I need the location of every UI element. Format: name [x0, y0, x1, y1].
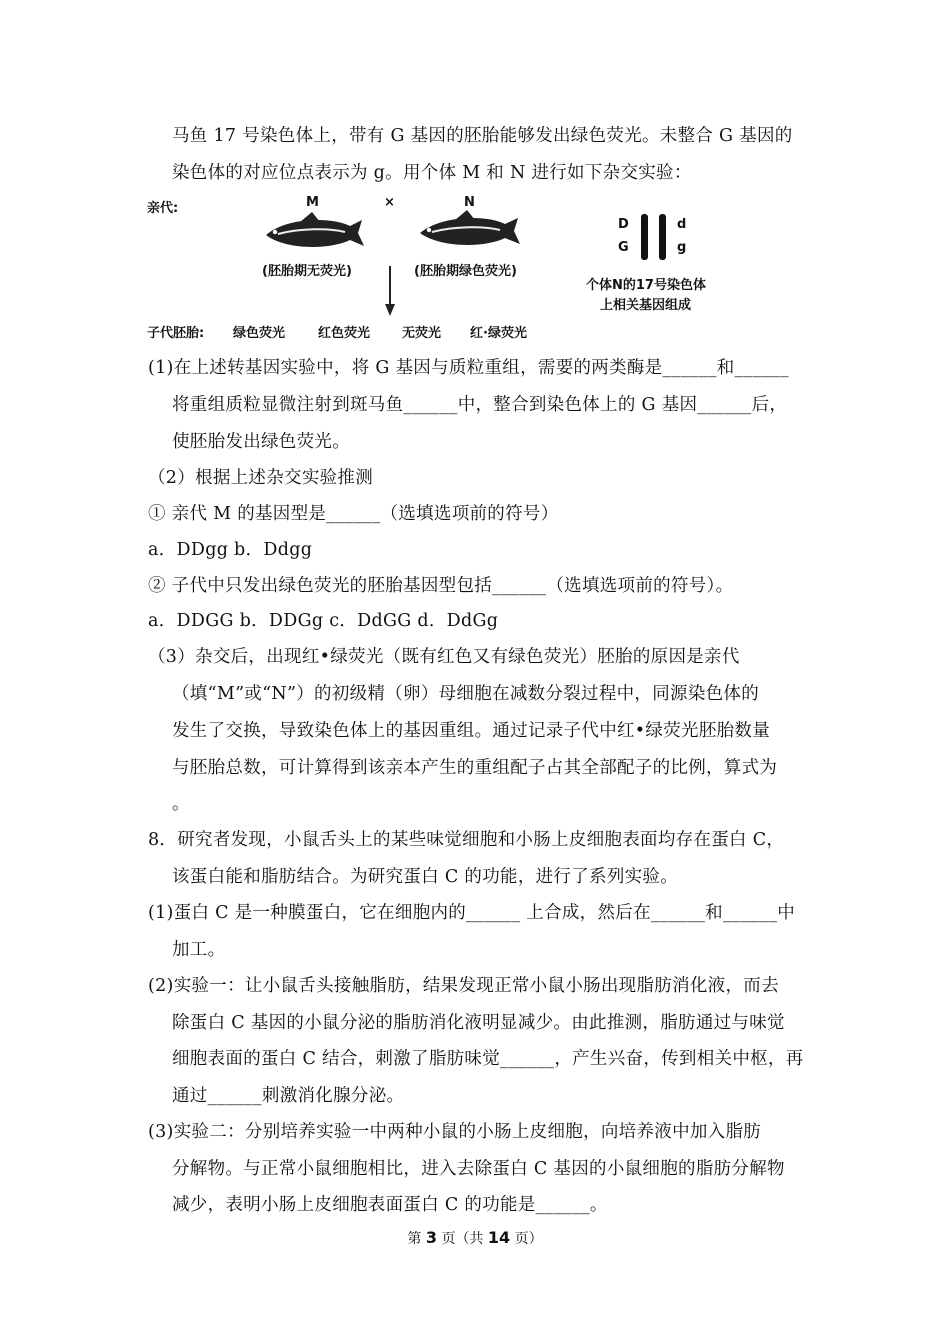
question-line: 发生了交换，导致染色体上的基因重组。通过记录子代中红•绿荧光胚胎数量 [172, 721, 771, 741]
question-line: 与胚胎总数，可计算得到该亲本产生的重组配子占其全部配子的比例，算式为 [172, 758, 778, 778]
arrow-down-icon [385, 266, 395, 316]
question-line: (1)蛋白 C 是一种膜蛋白，它在细胞内的______ 上合成，然后在______和______中 [148, 903, 796, 923]
option-line: a．DDGG b．DDGg c．DdGG d．DdGg [148, 611, 499, 631]
question-line: 将重组质粒显微注射到斑马鱼______中，整合到染色体上的 G 基因______后， [172, 395, 788, 415]
question-line: （填“M”或“N”）的初级精（卵）母细胞在减数分裂过程中，同源染色体的 [172, 684, 760, 704]
offspring-phenotype: 无荧光 [402, 326, 442, 341]
m-description: (胚胎期无荧光) [262, 264, 352, 279]
chrom-left-bottom-gene: G [618, 240, 629, 255]
option-line: a．DDgg b．Ddgg [148, 540, 313, 560]
question-line: 。 [172, 794, 190, 814]
n-description: (胚胎期绿色荧光) [414, 264, 517, 279]
question-line: 8．研究者发现，小鼠舌头上的某些味觉细胞和小肠上皮细胞表面均存在蛋白 C， [148, 830, 785, 850]
question-line: 该蛋白能和脂肪结合。为研究蛋白 C 的功能，进行了系列实验。 [172, 867, 679, 887]
question-line: 细胞表面的蛋白 C 结合，刺激了脂肪味觉______，产生兴奋，传到相关中枢，再 [172, 1049, 804, 1069]
question-line: 通过______刺激消化腺分泌。 [172, 1086, 405, 1106]
question-line: （3）杂交后，出现红•绿荧光（既有红色又有绿色荧光）胚胎的原因是亲代 [148, 647, 740, 667]
question-line: (3)实验二：分别培养实验一中两种小鼠的小肠上皮细胞，向培养液中加入脂肪 [148, 1122, 762, 1142]
m-label: M [306, 195, 319, 210]
question-line: 分解物。与正常小鼠细胞相比，进入去除蛋白 C 基因的小鼠细胞的脂肪分解物 [172, 1159, 785, 1179]
question-line: (2)实验一：让小鼠舌头接触脂肪，结果发现正常小鼠小肠出现脂肪消化液，而去 [148, 976, 779, 996]
chrom-caption-line-2: 上相关基因组成 [600, 298, 692, 313]
question-line: (1)在上述转基因实验中，将 G 基因与质粒重组，需要的两类酶是______和______ [148, 358, 789, 378]
offspring-label: 子代胚胎: [147, 326, 205, 341]
footer-post: 页） [514, 1231, 543, 1247]
n-label: N [464, 195, 475, 210]
parent-label: 亲代: [147, 201, 179, 216]
page-footer [0, 1228, 950, 1248]
question-line: 除蛋白 C 基因的小鼠分泌的脂肪消化液明显减少。由此推测，脂肪通过与味觉 [172, 1013, 785, 1033]
total-page-number: 14 [487, 1228, 511, 1247]
text-line: 马鱼 17 号染色体上，带有 G 基因的胚胎能够发出绿色荧光。未整合 G 基因的 [172, 126, 793, 146]
chromosome-pair-icon [641, 214, 666, 260]
offspring-phenotype: 红·绿荧光 [470, 326, 527, 341]
offspring-phenotype: 绿色荧光 [233, 326, 286, 341]
fish-m-icon [266, 212, 364, 247]
figure-drawing [0, 0, 950, 345]
current-page-number: 3 [425, 1228, 437, 1247]
footer-mid: 页（共 [441, 1231, 484, 1247]
offspring-phenotype: 红色荧光 [318, 326, 371, 341]
question-line: ① 亲代 M 的基因型是______（选填选项前的符号） [148, 504, 559, 524]
question-line: ② 子代中只发出绿色荧光的胚胎基因型包括______（选填选项前的符号）。 [148, 576, 734, 596]
question-line: 加工。 [172, 940, 226, 960]
question-line: 使胚胎发出绿色荧光。 [172, 432, 350, 452]
chrom-right-top-gene: d [677, 217, 687, 232]
question-line: 减少，表明小肠上皮细胞表面蛋白 C 的功能是______。 [172, 1195, 608, 1215]
chrom-left-top-gene: D [618, 217, 629, 232]
footer-pre: 第 [407, 1231, 422, 1247]
chrom-right-bottom-gene: g [677, 240, 687, 255]
cross-symbol: × [384, 195, 395, 210]
text-line: 染色体的对应位点表示为 g。用个体 M 和 N 进行如下杂交实验： [172, 163, 692, 183]
chrom-caption-line-1: 个体N的17号染色体 [586, 278, 706, 293]
question-line: （2）根据上述杂交实验推测 [148, 468, 374, 488]
fish-n-icon [420, 210, 520, 245]
